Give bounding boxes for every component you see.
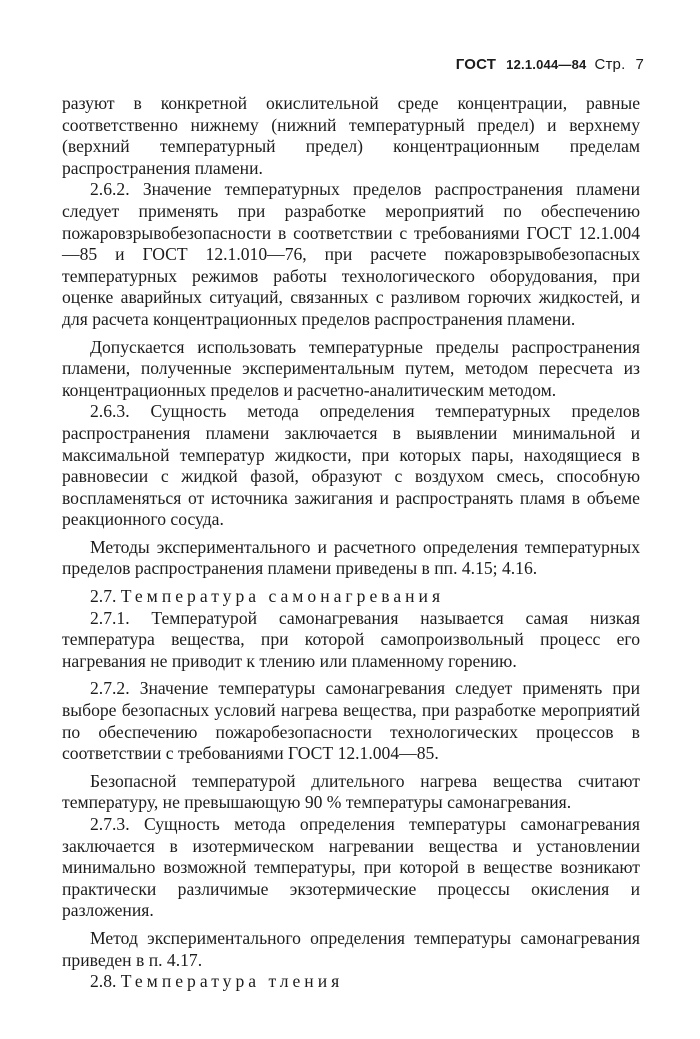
standard-number: 12.1.044—84: [506, 57, 587, 72]
section-title: Температура самонагревания: [120, 586, 445, 607]
section-number: 2.7.: [90, 586, 117, 607]
section-heading-2-7: [62, 586, 640, 608]
paragraph: Безопасной температурой длительного нагрева вещества считают температуру, не превышающую 90 % температуры самонагревания.: [62, 770, 640, 813]
paragraph: 2.7.3. Сущность метода определения температуры самонагревания заключается в изотермическом нагревании вещества и установлении минимально возможной температуры, при которой в веществе возникают практически различимые экзотермические процессы окисления и разложения.: [62, 814, 640, 921]
paragraph: 2.6.2. Значение температурных пределов распространения пламени следует применять при разработке мероприятий по обеспечению пожаровзрывобезопасности в соответствии с требованиями ГОСТ 12.1.004—85 и ГОСТ 12.1.010—76, при расчете пожаровзрывобезопасных температурных режимов работы технологического оборудования, при оценке аварийных ситуаций, связанных с разливом горючих жидкостей, и для расчета концентрационных пределов распространения пламени.: [62, 179, 640, 329]
paragraph: 2.7.2. Значение температуры самонагревания следует применять при выборе безопасных условий нагрева вещества, при разработке мероприятий по обеспечению пожаробезопасности технологических процессов в соответствии с требованиями ГОСТ 12.1.004—85.: [62, 678, 640, 764]
section-title: Температура тления: [120, 971, 344, 992]
page-number: 7: [635, 56, 644, 73]
page-header: [456, 56, 644, 73]
page-label: Стр.: [594, 56, 626, 73]
paragraph: Допускается использовать температурные пределы распространения пламени, полученные экспериментальным путем, методом пересчета из концентрационных пределов и расчетно-аналитическим методом.: [62, 336, 640, 400]
paragraph: 2.6.3. Сущность метода определения температурных пределов распространения пламени заключается в выявлении минимальной и максимальной температур жидкости, при которых пары, находящиеся в равновесии с жидкой фазой, образуют с воздухом смесь, способную воспламеняться от источника зажигания и распространять пламя в объеме реакционного сосуда.: [62, 401, 640, 530]
paragraph: разуют в конкретной окислительной среде концентрации, равные соответственно нижнему (нижний температурный предел) и верхнему (верхний температурный предел) концентрационным пределам распространения пламени.: [62, 93, 640, 178]
paragraph: 2.7.1. Температурой самонагревания называется самая низкая температура вещества, при которой самопроизвольный процесс его нагревания не приводит к тлению или пламенному горению.: [62, 607, 640, 671]
paragraph: Методы экспериментального и расчетного определения температурных пределов распространения пламени приведены в пп. 4.15; 4.16.: [62, 536, 640, 579]
body-text: [62, 93, 640, 993]
section-number: 2.8.: [90, 971, 117, 992]
standard-label: ГОСТ: [455, 56, 497, 73]
section-heading-2-8: [62, 971, 640, 993]
paragraph: Метод экспериментального определения температуры самонагревания приведен в п. 4.17.: [62, 927, 640, 970]
